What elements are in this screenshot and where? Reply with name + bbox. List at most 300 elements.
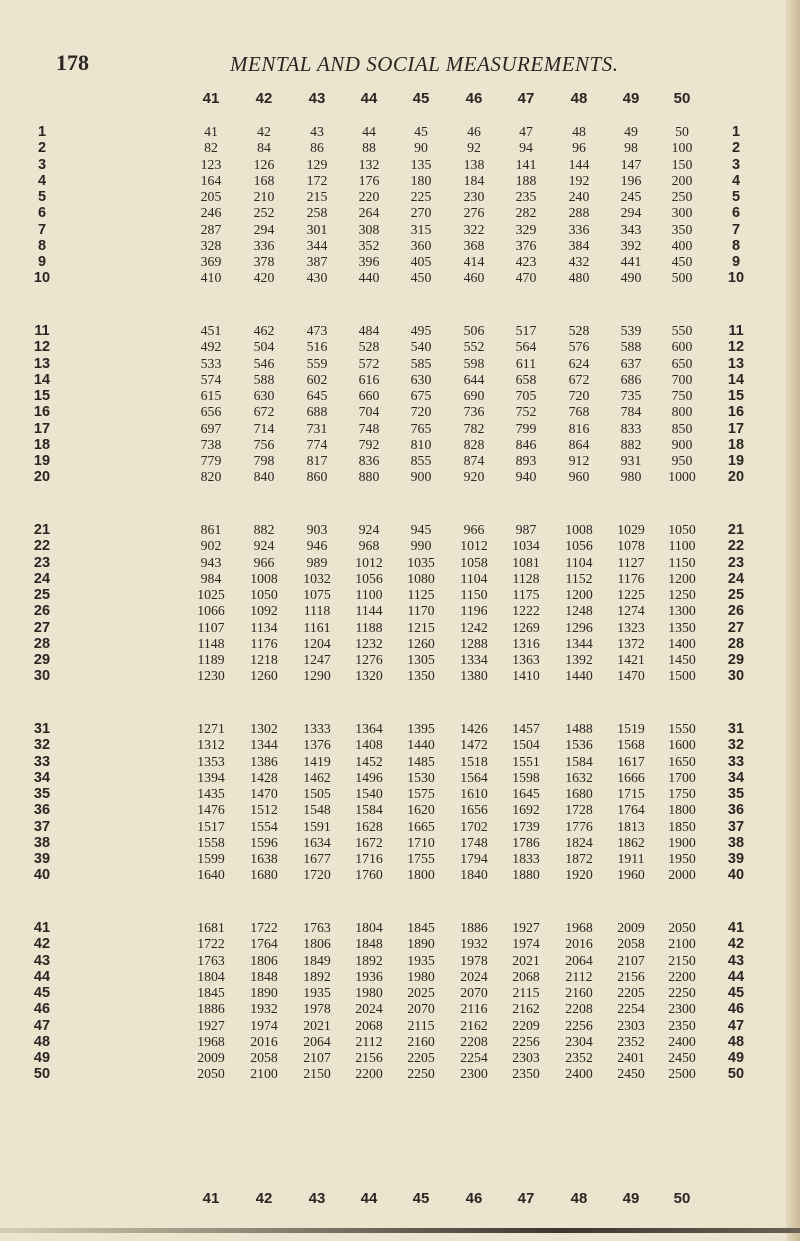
- table-cell: 264: [358, 205, 380, 221]
- table-cell: 1824: [565, 834, 593, 850]
- table-cell: 1376: [303, 737, 331, 753]
- row-label-left: 12: [33, 339, 51, 356]
- table-cell: 282: [515, 205, 537, 221]
- table-cell: 1476: [197, 802, 225, 818]
- table-cell: 123: [200, 156, 222, 172]
- table-cell: 1722: [197, 936, 225, 952]
- page-number: 178: [56, 50, 89, 75]
- table-cell: 1107: [197, 619, 225, 635]
- table-cell: 616: [358, 371, 380, 387]
- table-cell: 1472: [460, 737, 488, 753]
- table-cell: 1242: [460, 619, 488, 635]
- table-cell: 1050: [668, 522, 696, 537]
- table-cell: 1764: [250, 936, 278, 952]
- table-cell: 720: [410, 404, 432, 420]
- table-cell: 240: [568, 189, 590, 204]
- table-cell: 1845: [407, 920, 435, 935]
- table-cell: 784: [620, 404, 642, 420]
- table-cell: 1872: [565, 851, 593, 866]
- table-cell: 1344: [565, 635, 593, 651]
- column-footer: 50: [673, 1190, 691, 1207]
- table-cell: 2400: [668, 1033, 696, 1049]
- table-cell: 1152: [565, 570, 593, 586]
- table-cell: 874: [463, 453, 485, 468]
- table-cell: 1932: [250, 1001, 278, 1017]
- table-cell: 1250: [668, 587, 696, 602]
- table-cell: 2303: [512, 1050, 540, 1065]
- row-label-left: 33: [33, 753, 51, 770]
- row-label-left: 14: [33, 371, 51, 388]
- table-cell: 220: [358, 189, 380, 204]
- row-label-right: 26: [727, 603, 745, 620]
- table-cell: 288: [568, 205, 590, 221]
- table-cell: 1960: [617, 867, 645, 883]
- table-cell: 98: [624, 140, 638, 156]
- table-cell: 2021: [303, 1017, 331, 1033]
- row-label-left: 18: [33, 436, 51, 453]
- table-cell: 1100: [668, 538, 696, 554]
- table-cell: 45: [414, 124, 428, 139]
- table-cell: 1650: [668, 753, 696, 769]
- table-cell: 1034: [512, 538, 540, 554]
- table-cell: 752: [515, 404, 537, 420]
- table-cell: 2050: [668, 920, 696, 935]
- table-cell: 920: [463, 469, 485, 485]
- table-cell: 423: [515, 254, 537, 269]
- table-cell: 1189: [197, 652, 225, 667]
- table-cell: 799: [515, 420, 537, 436]
- table-cell: 1305: [407, 652, 435, 667]
- row-label-right: 22: [727, 538, 745, 555]
- table-cell: 672: [568, 371, 590, 387]
- table-cell: 2162: [512, 1001, 540, 1017]
- table-cell: 1598: [512, 769, 540, 785]
- table-cell: 42: [257, 124, 271, 139]
- table-cell: 490: [620, 270, 642, 286]
- table-cell: 2070: [407, 1001, 435, 1017]
- table-cell: 2021: [512, 952, 540, 968]
- table-cell: 650: [671, 355, 693, 371]
- table-cell: 611: [515, 355, 537, 371]
- table-cell: 1364: [355, 721, 383, 736]
- table-cell: 1750: [668, 786, 696, 801]
- table-cell: 1300: [668, 603, 696, 619]
- table-cell: 1230: [197, 668, 225, 684]
- table-cell: 2300: [460, 1066, 488, 1082]
- row-label-right: 7: [731, 221, 741, 238]
- table-cell: 1968: [197, 1033, 225, 1049]
- table-cell: 900: [671, 436, 693, 452]
- table-cell: 1700: [668, 769, 696, 785]
- table-cell: 440: [358, 270, 380, 286]
- table-cell: 336: [568, 221, 590, 237]
- row-label-right: 23: [727, 554, 745, 571]
- table-cell: 1394: [197, 769, 225, 785]
- table-cell: 748: [358, 420, 380, 436]
- table-cell: 820: [200, 469, 222, 485]
- table-cell: 1974: [512, 936, 540, 952]
- table-cell: 540: [410, 339, 432, 355]
- column-footer: 47: [517, 1190, 535, 1207]
- table-cell: 1035: [407, 554, 435, 570]
- table-cell: 369: [200, 254, 222, 269]
- table-cell: 1900: [668, 834, 696, 850]
- table-cell: 1680: [565, 786, 593, 801]
- table-cell: 184: [463, 172, 485, 188]
- table-cell: 1428: [250, 769, 278, 785]
- table-cell: 300: [671, 205, 693, 221]
- table-cell: 2250: [407, 1066, 435, 1082]
- table-cell: 1320: [355, 668, 383, 684]
- table-cell: 736: [463, 404, 485, 420]
- table-cell: 546: [253, 355, 275, 371]
- table-cell: 720: [568, 388, 590, 403]
- table-cell: 1323: [617, 619, 645, 635]
- table-cell: 168: [253, 172, 275, 188]
- column-header: 44: [360, 90, 378, 107]
- row-label-right: 14: [727, 371, 745, 388]
- table-cell: 450: [410, 270, 432, 286]
- table-cell: 1104: [565, 554, 593, 570]
- table-cell: 782: [463, 420, 485, 436]
- row-label-right: 28: [727, 635, 745, 652]
- table-cell: 1640: [197, 867, 225, 883]
- table-cell: 517: [515, 323, 537, 338]
- table-cell: 705: [515, 388, 537, 403]
- table-cell: 88: [362, 140, 376, 156]
- table-cell: 2200: [668, 968, 696, 984]
- table-cell: 2208: [565, 1001, 593, 1017]
- table-cell: 2064: [565, 952, 593, 968]
- table-cell: 480: [568, 270, 590, 286]
- row-label-right: 15: [727, 388, 745, 404]
- table-cell: 484: [358, 323, 380, 338]
- table-cell: 2112: [565, 968, 593, 984]
- table-cell: 1118: [303, 603, 331, 619]
- table-cell: 441: [620, 254, 642, 269]
- table-cell: 504: [253, 339, 275, 355]
- table-cell: 1760: [355, 867, 383, 883]
- table-cell: 1845: [197, 985, 225, 1000]
- table-cell: 245: [620, 189, 642, 204]
- table-cell: 840: [253, 469, 275, 485]
- table-cell: 387: [306, 254, 328, 269]
- row-label-right: 37: [727, 818, 745, 835]
- table-cell: 2025: [407, 985, 435, 1000]
- table-cell: 1000: [668, 469, 696, 485]
- table-cell: 792: [358, 436, 380, 452]
- table-cell: 495: [410, 323, 432, 338]
- table-cell: 252: [253, 205, 275, 221]
- row-label-right: 5: [731, 189, 741, 205]
- row-label-right: 45: [727, 985, 745, 1001]
- table-cell: 1333: [303, 721, 331, 736]
- table-cell: 2068: [355, 1017, 383, 1033]
- table-cell: 384: [568, 237, 590, 253]
- table-cell: 1290: [303, 668, 331, 684]
- table-cell: 528: [568, 323, 590, 338]
- table-cell: 700: [671, 371, 693, 387]
- table-cell: 738: [200, 436, 222, 452]
- row-label-right: 30: [727, 668, 745, 685]
- table-cell: 810: [410, 436, 432, 452]
- column-footer: 41: [202, 1190, 220, 1207]
- table-cell: 1584: [355, 802, 383, 818]
- table-cell: 1276: [355, 652, 383, 667]
- table-cell: 378: [253, 254, 275, 269]
- row-label-left: 47: [33, 1017, 51, 1034]
- table-cell: 2162: [460, 1017, 488, 1033]
- table-cell: 1050: [250, 587, 278, 602]
- table-cell: 1260: [407, 635, 435, 651]
- table-cell: 817: [306, 453, 328, 468]
- table-cell: 287: [200, 221, 222, 237]
- table-cell: 1890: [250, 985, 278, 1000]
- table-cell: 141: [515, 156, 537, 172]
- table-cell: 2500: [668, 1066, 696, 1082]
- table-cell: 924: [253, 538, 275, 554]
- row-label-right: 49: [727, 1050, 745, 1066]
- row-label-right: 20: [727, 469, 745, 486]
- table-cell: 1551: [512, 753, 540, 769]
- row-label-left: 41: [33, 920, 51, 936]
- table-cell: 1066: [197, 603, 225, 619]
- table-cell: 506: [463, 323, 485, 338]
- table-cell: 396: [358, 254, 380, 269]
- table-cell: 816: [568, 420, 590, 436]
- table-cell: 1677: [303, 851, 331, 866]
- table-cell: 1222: [512, 603, 540, 619]
- table-cell: 1218: [250, 652, 278, 667]
- table-cell: 2450: [668, 1050, 696, 1065]
- table-cell: 336: [253, 237, 275, 253]
- table-cell: 1850: [668, 818, 696, 834]
- table-cell: 96: [572, 140, 586, 156]
- table-cell: 516: [306, 339, 328, 355]
- row-label-left: 30: [33, 668, 51, 685]
- row-label-left: 6: [37, 205, 47, 222]
- row-label-left: 43: [33, 952, 51, 969]
- table-cell: 860: [306, 469, 328, 485]
- table-cell: 1936: [355, 968, 383, 984]
- row-label-left: 15: [33, 388, 51, 404]
- table-cell: 2400: [565, 1066, 593, 1082]
- table-cell: 294: [620, 205, 642, 221]
- table-cell: 82: [204, 140, 218, 156]
- table-cell: 1386: [250, 753, 278, 769]
- table-cell: 368: [463, 237, 485, 253]
- table-cell: 1452: [355, 753, 383, 769]
- table-cell: 882: [620, 436, 642, 452]
- table-cell: 1092: [250, 603, 278, 619]
- table-cell: 966: [463, 522, 485, 537]
- row-label-left: 38: [33, 834, 51, 851]
- table-cell: 585: [410, 355, 432, 371]
- table-cell: 1813: [617, 818, 645, 834]
- row-label-left: 45: [33, 985, 51, 1001]
- table-cell: 1081: [512, 554, 540, 570]
- table-cell: 1911: [617, 851, 645, 866]
- table-cell: 1125: [407, 587, 435, 602]
- table-cell: 2009: [197, 1050, 225, 1065]
- table-cell: 230: [463, 189, 485, 204]
- table-cell: 846: [515, 436, 537, 452]
- table-cell: 2200: [355, 1066, 383, 1082]
- table-cell: 1421: [617, 652, 645, 667]
- table-cell: 2160: [565, 985, 593, 1000]
- table-cell: 1008: [565, 522, 593, 537]
- table-cell: 1496: [355, 769, 383, 785]
- row-label-left: 2: [37, 140, 47, 157]
- table-cell: 598: [463, 355, 485, 371]
- table-cell: 1656: [460, 802, 488, 818]
- table-cell: 564: [515, 339, 537, 355]
- row-label-left: 37: [33, 818, 51, 835]
- table-cell: 1170: [407, 603, 435, 619]
- table-cell: 1554: [250, 818, 278, 834]
- table-cell: 1075: [303, 587, 331, 602]
- table-cell: 1134: [250, 619, 278, 635]
- row-label-right: 33: [727, 753, 745, 770]
- table-cell: 1247: [303, 652, 331, 667]
- table-cell: 2000: [668, 867, 696, 883]
- table-cell: 246: [200, 205, 222, 221]
- row-label-left: 9: [37, 254, 47, 270]
- table-cell: 2064: [303, 1033, 331, 1049]
- table-cell: 473: [306, 323, 328, 338]
- row-label-right: 4: [731, 172, 741, 189]
- table-cell: 731: [306, 420, 328, 436]
- table-cell: 966: [253, 554, 275, 570]
- table-cell: 950: [671, 453, 693, 468]
- table-cell: 150: [671, 156, 693, 172]
- column-header: 41: [202, 90, 220, 107]
- row-label-left: 25: [33, 587, 51, 603]
- row-label-left: 24: [33, 570, 51, 587]
- column-header: 43: [308, 90, 326, 107]
- table-cell: 135: [410, 156, 432, 172]
- table-cell: 686: [620, 371, 642, 387]
- table-cell: 1029: [617, 522, 645, 537]
- table-cell: 756: [253, 436, 275, 452]
- table-cell: 47: [519, 124, 533, 139]
- table-cell: 990: [410, 538, 432, 554]
- table-cell: 1470: [617, 668, 645, 684]
- table-cell: 2058: [617, 936, 645, 952]
- row-label-right: 46: [727, 1001, 745, 1018]
- table-cell: 1302: [250, 721, 278, 736]
- table-cell: 376: [515, 237, 537, 253]
- table-cell: 1935: [303, 985, 331, 1000]
- column-footer: 45: [412, 1190, 430, 1207]
- table-cell: 451: [200, 323, 222, 338]
- table-cell: 1892: [303, 968, 331, 984]
- row-label-right: 40: [727, 867, 745, 884]
- table-cell: 1748: [460, 834, 488, 850]
- table-cell: 2303: [617, 1017, 645, 1033]
- table-cell: 1025: [197, 587, 225, 602]
- table-cell: 675: [410, 388, 432, 403]
- row-label-left: 26: [33, 603, 51, 620]
- table-cell: 2205: [407, 1050, 435, 1065]
- table-cell: 205: [200, 189, 222, 204]
- table-cell: 1505: [303, 786, 331, 801]
- table-cell: 855: [410, 453, 432, 468]
- table-cell: 1435: [197, 786, 225, 801]
- table-cell: 798: [253, 453, 275, 468]
- table-cell: 1599: [197, 851, 225, 866]
- row-label-right: 16: [727, 404, 745, 421]
- table-cell: 144: [568, 156, 590, 172]
- table-cell: 903: [306, 522, 328, 537]
- table-cell: 92: [467, 140, 481, 156]
- table-cell: 2304: [565, 1033, 593, 1049]
- table-cell: 1128: [512, 570, 540, 586]
- table-cell: 550: [671, 323, 693, 338]
- table-cell: 1440: [565, 668, 593, 684]
- column-header: 50: [673, 90, 691, 107]
- table-cell: 559: [306, 355, 328, 371]
- row-label-left: 16: [33, 404, 51, 421]
- row-label-right: 39: [727, 851, 745, 867]
- row-label-right: 11: [728, 323, 744, 339]
- table-cell: 1763: [303, 920, 331, 935]
- table-cell: 533: [200, 355, 222, 371]
- table-cell: 1225: [617, 587, 645, 602]
- table-cell: 984: [200, 570, 222, 586]
- table-cell: 1927: [197, 1017, 225, 1033]
- row-label-left: 42: [33, 936, 51, 953]
- table-cell: 1410: [512, 668, 540, 684]
- table-cell: 1806: [303, 936, 331, 952]
- table-cell: 1200: [668, 570, 696, 586]
- table-cell: 235: [515, 189, 537, 204]
- table-cell: 188: [515, 172, 537, 188]
- table-cell: 414: [463, 254, 485, 269]
- table-cell: 1540: [355, 786, 383, 801]
- row-label-left: 34: [33, 769, 51, 786]
- table-cell: 1974: [250, 1017, 278, 1033]
- table-cell: 1800: [407, 867, 435, 883]
- table-cell: 528: [358, 339, 380, 355]
- table-cell: 1920: [565, 867, 593, 883]
- table-cell: 750: [671, 388, 693, 403]
- table-cell: 880: [358, 469, 380, 485]
- table-cell: 1600: [668, 737, 696, 753]
- table-cell: 1127: [617, 554, 645, 570]
- row-label-left: 46: [33, 1001, 51, 1018]
- table-cell: 2115: [512, 985, 540, 1000]
- table-cell: 492: [200, 339, 222, 355]
- table-cell: 588: [253, 371, 275, 387]
- row-label-left: 35: [33, 786, 51, 802]
- table-cell: 392: [620, 237, 642, 253]
- table-cell: 1645: [512, 786, 540, 801]
- table-cell: 250: [671, 189, 693, 204]
- table-cell: 1215: [407, 619, 435, 635]
- table-cell: 882: [253, 522, 275, 537]
- table-cell: 943: [200, 554, 222, 570]
- column-header: 48: [570, 90, 588, 107]
- table-cell: 1715: [617, 786, 645, 801]
- table-cell: 1150: [668, 554, 696, 570]
- row-label-right: 47: [727, 1017, 745, 1034]
- table-cell: 1462: [303, 769, 331, 785]
- table-cell: 1078: [617, 538, 645, 554]
- row-label-right: 43: [727, 952, 745, 969]
- table-cell: 301: [306, 221, 328, 237]
- table-cell: 196: [620, 172, 642, 188]
